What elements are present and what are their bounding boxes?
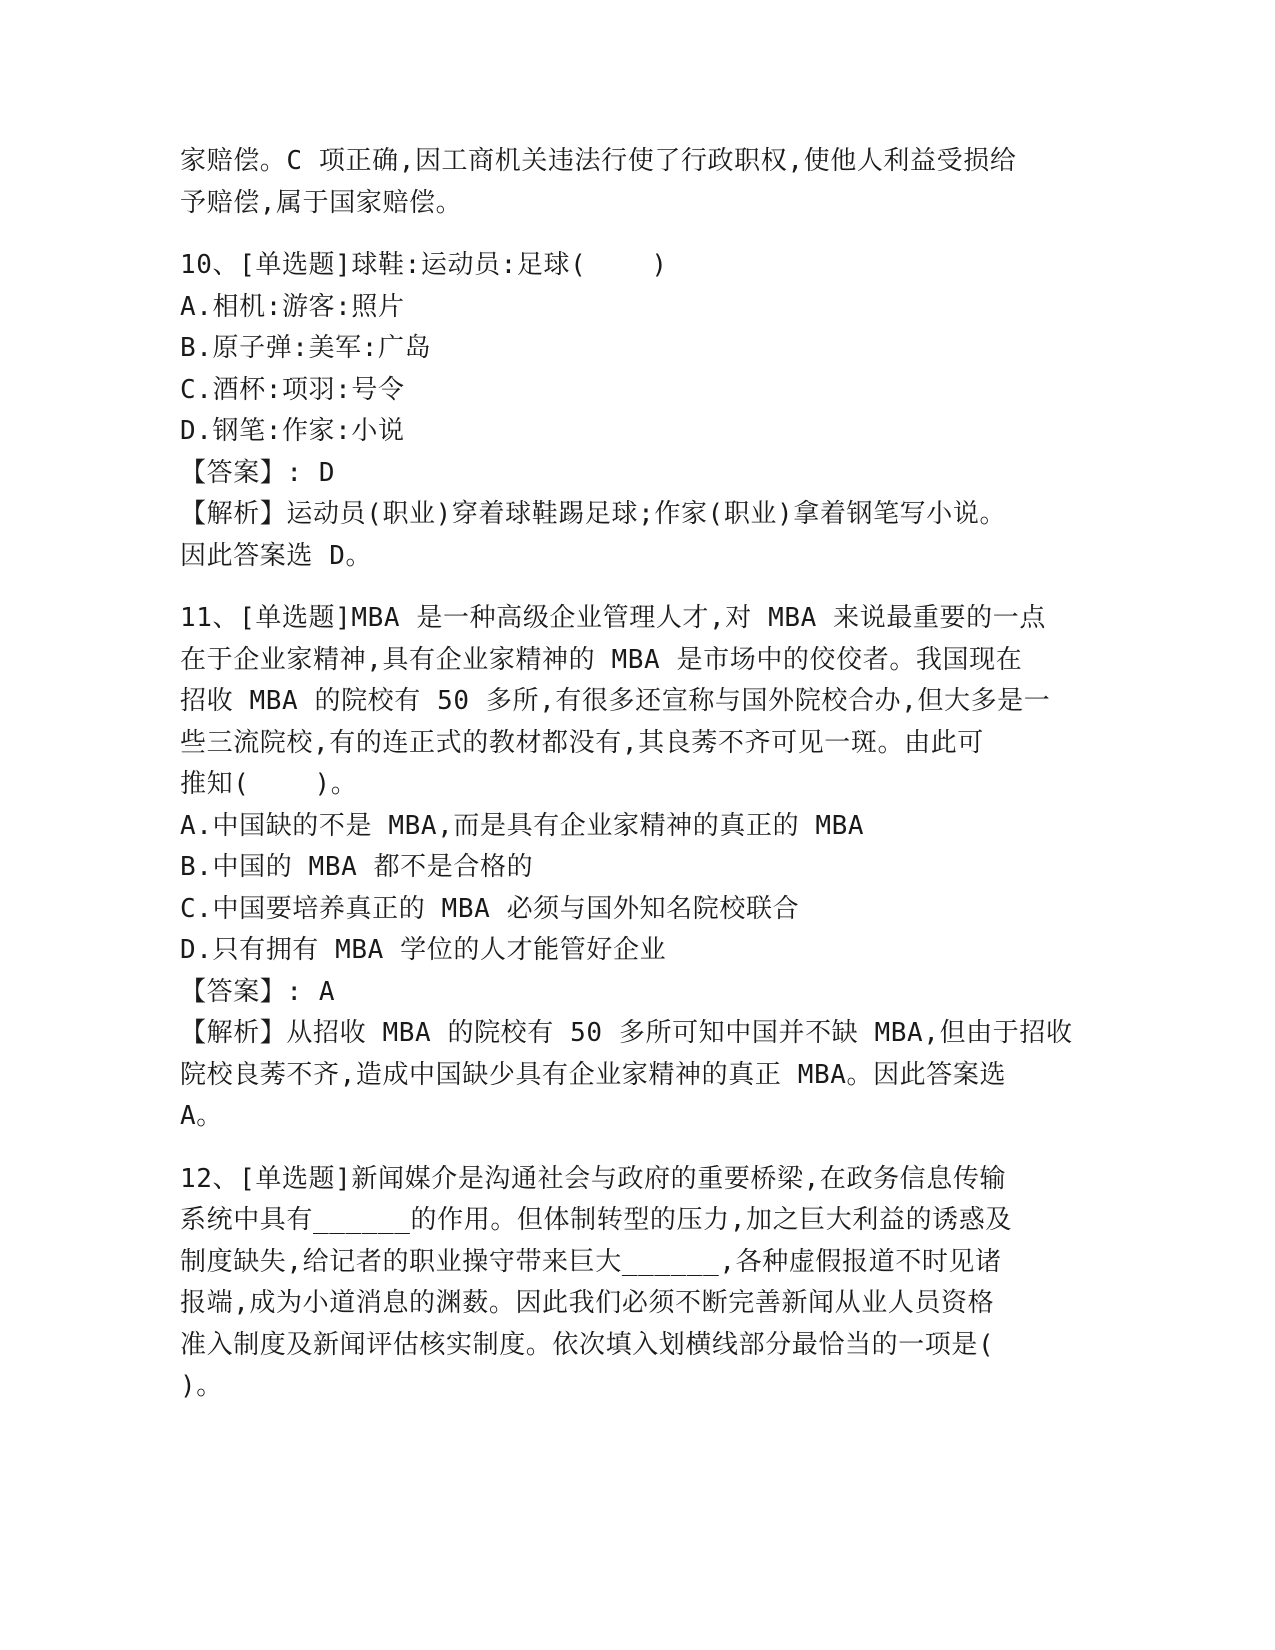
- analysis-line: 因此答案选 D。: [180, 540, 373, 571]
- document-page: [180, 141, 1073, 1408]
- option-d: D.只有拥有 MBA 学位的人才能管好企业: [180, 935, 667, 965]
- question-stem-line: 在于企业家精神,具有企业家精神的 MBA 是市场中的佼佼者。我国现在: [180, 644, 1023, 675]
- question-stem-line: 12、[单选题]新闻媒介是沟通社会与政府的重要桥梁,在政务信息传输: [180, 1163, 1007, 1194]
- option-a: A.相机:游客:照片: [180, 291, 405, 322]
- question-stem-line: 招收 MBA 的院校有 50 多所,有很多还宣称与国外院校合办,但大多是一: [180, 686, 1051, 716]
- option-a: A.中国缺的不是 MBA,而是具有企业家精神的真正的 MBA: [180, 810, 865, 841]
- question-stem-line: 些三流院校,有的连正式的教材都没有,其良莠不齐可见一斑。由此可: [180, 727, 984, 758]
- question-stem: 10、[单选题]球鞋:运动员:足球( ): [180, 250, 668, 280]
- question-12: [180, 1159, 1040, 1408]
- question-stem-line: 准入制度及新闻评估核实制度。依次填入划横线部分最恰当的一项是(: [180, 1329, 995, 1360]
- option-c: C.中国要培养真正的 MBA 必须与国外知名院校联合: [180, 893, 800, 924]
- text-line: 家赔偿。C 项正确,因工商机关违法行使了行政职权,使他人利益受损给: [180, 146, 1017, 176]
- question-10: [180, 245, 1040, 577]
- text-line: 予赔偿,属于国家赔偿。: [180, 187, 463, 218]
- question-stem-line: 报端,成为小道消息的渊薮。因此我们必须不断完善新闻从业人员资格: [180, 1288, 995, 1318]
- question-stem-line: 推知( )。: [180, 769, 358, 799]
- option-b: B.原子弹:美军:广岛: [180, 333, 432, 363]
- option-d: D.钢笔:作家:小说: [180, 416, 405, 446]
- answer: 【答案】: A: [180, 976, 336, 1007]
- analysis-line: 【解析】从招收 MBA 的院校有 50 多所可知中国并不缺 MBA,但由于招收: [180, 1018, 1073, 1048]
- question-stem-line: 系统中具有______的作用。但体制转型的压力,加之巨大利益的诱惑及: [180, 1205, 1012, 1235]
- intro-paragraph: [180, 141, 1040, 224]
- question-stem-line: 制度缺失,给记者的职业操守带来巨大______,各种虚假报道不时见诸: [180, 1246, 1002, 1277]
- analysis-line: 【解析】运动员(职业)穿着球鞋踢足球;作家(职业)拿着钢笔写小说。: [180, 499, 1007, 529]
- question-stem-line: 11、[单选题]MBA 是一种高级企业管理人才,对 MBA 来说最重要的一点: [180, 603, 1046, 633]
- answer: 【答案】: D: [180, 457, 336, 488]
- question-11: [180, 598, 1073, 1138]
- option-c: C.酒杯:项羽:号令: [180, 374, 405, 405]
- analysis-line: A。: [180, 1101, 223, 1131]
- analysis-line: 院校良莠不齐,造成中国缺少具有企业家精神的真正 MBA。因此答案选: [180, 1059, 1007, 1090]
- question-stem-line: )。: [180, 1371, 223, 1401]
- option-b: B.中国的 MBA 都不是合格的: [180, 852, 534, 882]
